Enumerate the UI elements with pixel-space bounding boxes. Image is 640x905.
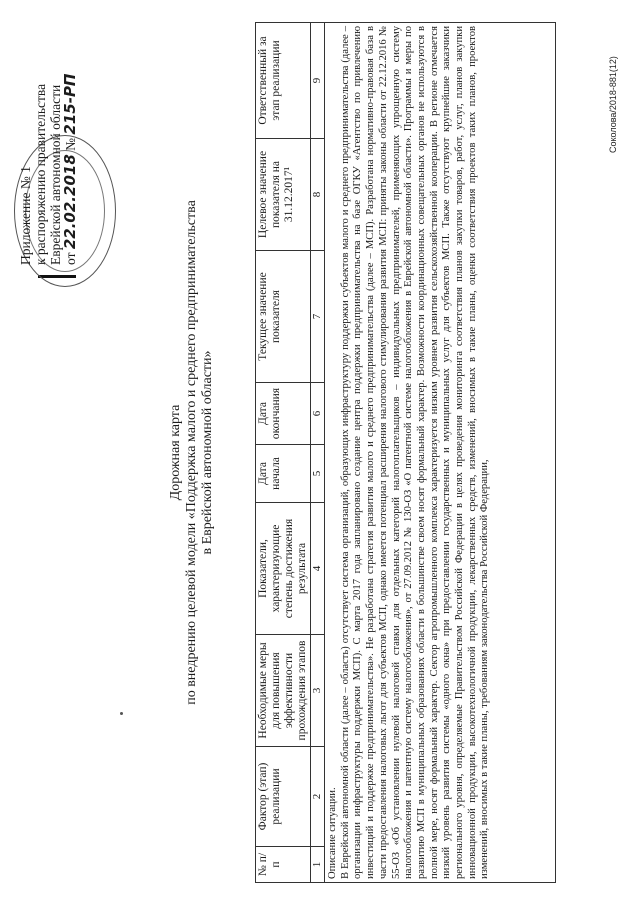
header-cell: Дата начала xyxy=(256,445,311,503)
header-cell: Фактор (этап) реализации xyxy=(256,747,311,847)
description-label: Описание ситуации. xyxy=(327,787,338,879)
column-number: 6 xyxy=(311,383,325,445)
document-title xyxy=(168,0,216,905)
number-sign: № xyxy=(63,137,78,151)
attachment-date-line xyxy=(63,5,78,265)
scan-speck xyxy=(120,712,123,715)
header-cell: Текущее значение показателя xyxy=(256,251,311,383)
column-number: 1 xyxy=(311,847,325,883)
attachment-header xyxy=(18,5,78,265)
header-cell: Ответственный за этап реализации xyxy=(256,23,311,139)
column-number: 4 xyxy=(311,503,325,635)
column-number: 7 xyxy=(311,251,325,383)
attachment-region: Еврейской автономной области xyxy=(48,84,63,265)
column-number: 2 xyxy=(311,747,325,847)
column-number: 9 xyxy=(311,23,325,139)
situation-description xyxy=(325,23,556,883)
attachment-to-order: к распоряжению правительства xyxy=(33,83,48,265)
title-line-3: в Еврейской автономной области» xyxy=(200,350,215,555)
header-cell: Необходимые меры для повышения эффективности прохождения этапов xyxy=(256,635,311,747)
header-cell: Дата окончания xyxy=(256,383,311,445)
date-prefix: от xyxy=(63,252,78,265)
description-row xyxy=(325,23,556,883)
column-number-row xyxy=(311,23,325,883)
header-cell: № п/п xyxy=(256,847,311,883)
document-code: Соколова/2018-881(12) xyxy=(608,56,618,153)
column-number: 3 xyxy=(311,635,325,747)
column-number: 8 xyxy=(311,139,325,251)
attachment-number: Приложение № 1 xyxy=(18,166,33,265)
handwritten-date: 22.02.2018 xyxy=(61,154,79,250)
title-line-1: Дорожная карта xyxy=(168,404,183,501)
column-number: 5 xyxy=(311,445,325,503)
roadmap-table xyxy=(255,22,556,883)
handwritten-number: 215-РП xyxy=(61,73,79,135)
title-line-2: по внедрению целевой модели «Поддержка малого и среднего предпринимательства xyxy=(184,200,199,705)
header-cell: Целевое значение показателя на 31.12.2017¹ xyxy=(256,139,311,251)
header-cell: Показатели, характеризующие степень достижения результата xyxy=(256,503,311,635)
table-header-row xyxy=(256,23,311,883)
description-text: В Еврейской автономной области (далее – область) отсутствует система организаций, образующих инфраструктуру поддержки субъектов малого и среднего предпринимательства (далее – организации инфраструктуры поддержки МСП). С марта 2017 года запланировано создание центра поддержки предпринимательства на базе ОГКУ «Агентство по привлечению инвестиций и поддержке предпринимательства». Не разработана стратегия развития малого и среднего предпринимательства (далее – МСП). Разработана нормативно-правовая база в части предоставления налоговых льгот для субъектов МСП, однако имеется потенциал расширения налогового стимулирования развития МСП: приняты законы области от 22.12.2016 № 55-ОЗ «Об установлении нулевой налоговой ставки для отдельных категорий налогоплательщиков – индивидуальных предпринимателей, применяющих упрощенную систему налогообложения и патентную систему налогообложения», от 27.09.2012 № 130-ОЗ «О патентной системе налогообложения в Еврейской автономной области». Программы и меры по развитию МСП в муниципальных образованиях области в большинстве своем носят формальный характер. Возможности координационных совещательных органов не используются в полной мере, носят формальный характер. Сектор агропромышленного комплекса характеризуется низким уровнем развития сельскохозяйственной кооперации. В регионе отмечается низкий уровень развития системы «одного окна» при предоставлении государственных и муниципальных услуг для субъектов МСП. Также отсутствуют крупнейшие заказчики регионального уровня, определяемые Правительством Российской Федерации в целях проведения мониторинга соответствия планов закупки товаров, работ, услуг, планов закупки инновационной продукции, высокотехнологичной продукции, лекарственных средств, изменений, вносимых в такие планы, оценки соответствия проектов таких планов, проектов изменений, вносимых в такие планы, требованиям законодательства Российской Федерации, xyxy=(339,26,491,879)
